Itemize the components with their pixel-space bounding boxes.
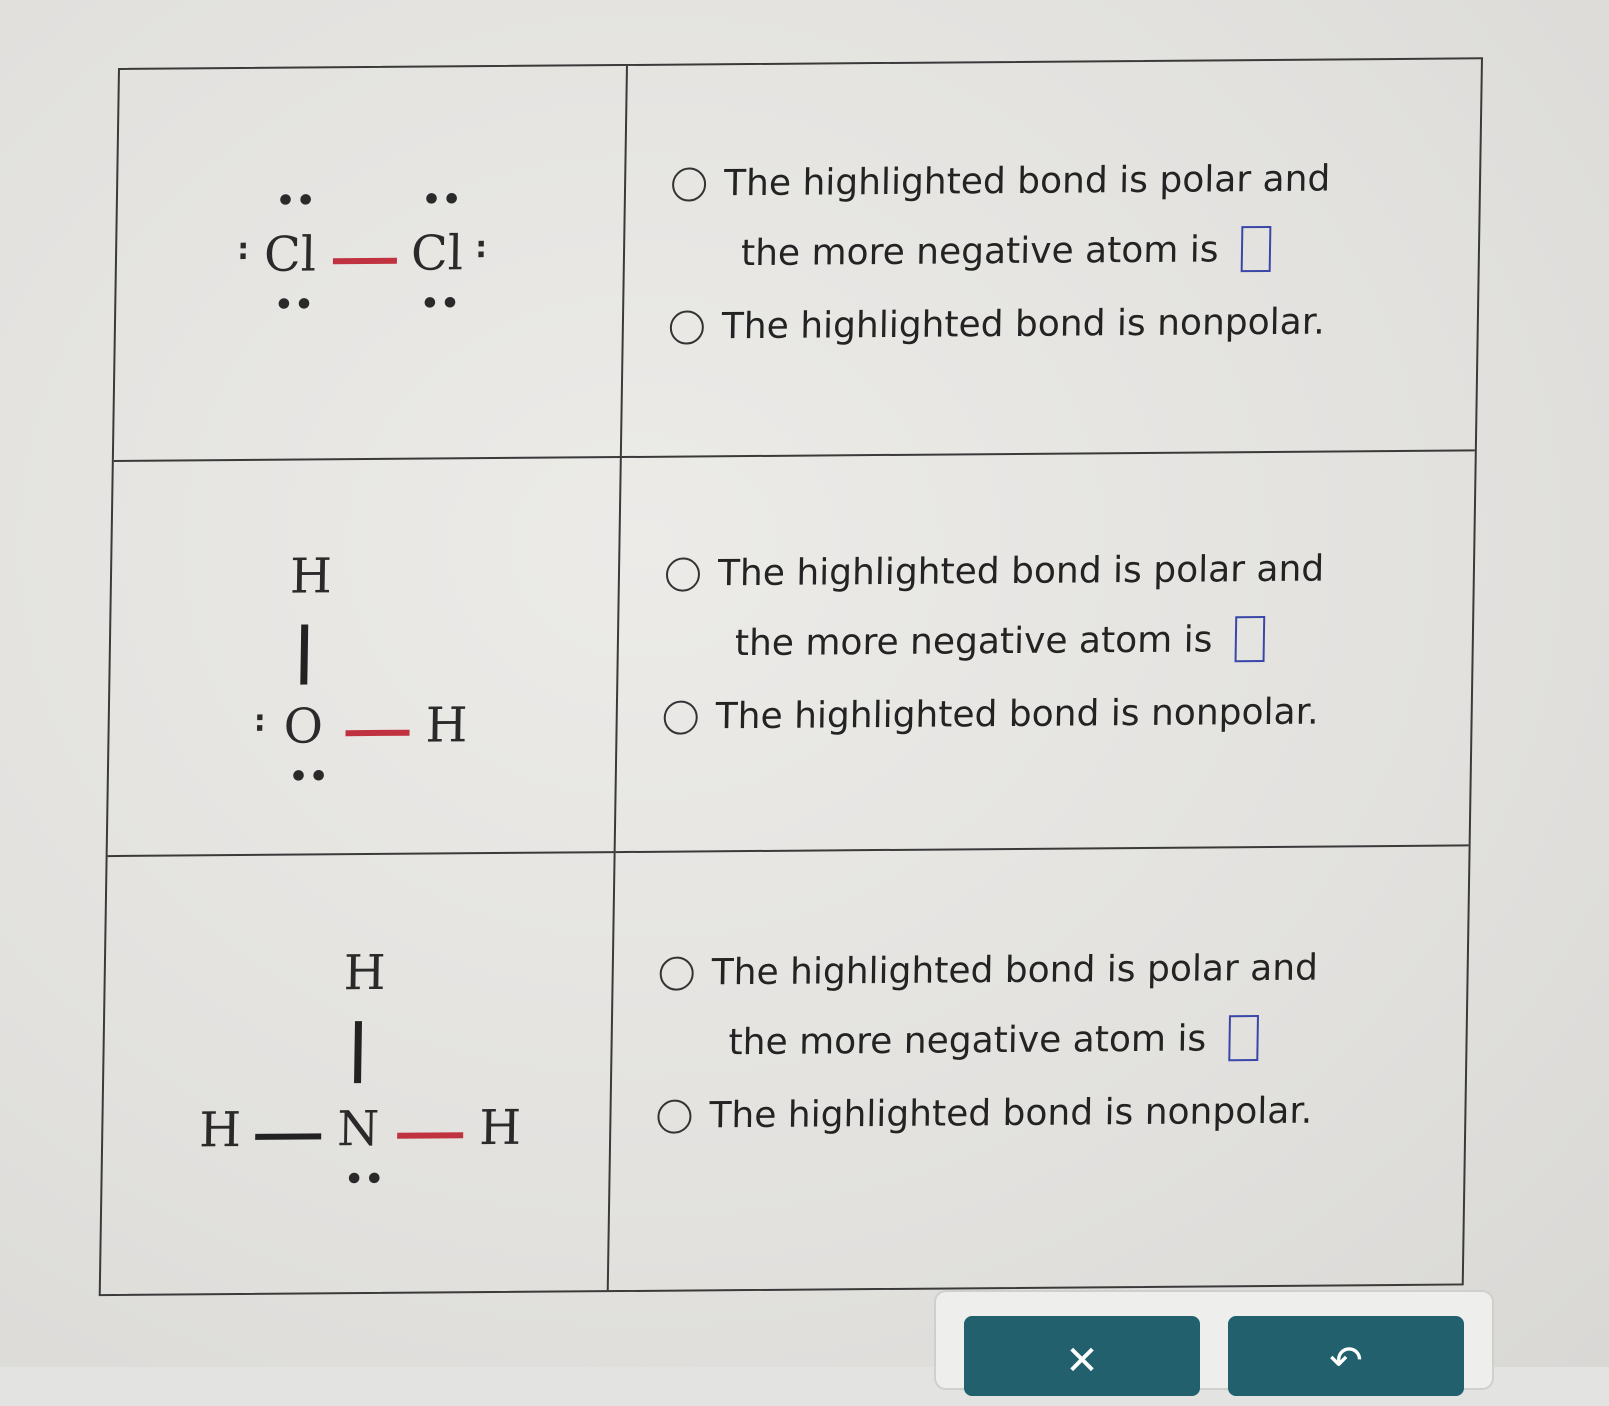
option-group-1 (670, 158, 1331, 347)
highlighted-bond (333, 258, 397, 265)
molecule-cell-h2o (108, 458, 622, 857)
option-polar[interactable] (672, 158, 1331, 204)
option-polar[interactable] (666, 549, 1325, 595)
options-cell-2 (616, 451, 1475, 853)
answer-input-box[interactable] (1234, 616, 1265, 662)
atom-o: O (283, 698, 324, 755)
option-polar-label: The highlighted bond is polar and (717, 548, 1325, 595)
question-table (99, 57, 1483, 1296)
lone-pair: : (474, 230, 489, 266)
option-nonpolar[interactable] (657, 1091, 1316, 1137)
option-nonpolar-label: The highlighted bond is nonpolar. (721, 301, 1326, 348)
option-polar-label-2: the more negative atom is (734, 618, 1213, 664)
answer-toolbar (934, 1290, 1494, 1390)
option-polar-line2 (741, 225, 1330, 276)
lone-pair: •• (421, 182, 463, 218)
molecule-cell-cl2 (114, 66, 628, 462)
molecule-cell-nh3 (101, 853, 616, 1294)
option-polar-label-2: the more negative atom is (728, 1017, 1207, 1063)
lone-pair: •• (275, 183, 317, 219)
options-cell-3 (609, 846, 1469, 1290)
lone-pair: •• (273, 287, 315, 323)
option-polar-line2 (728, 1015, 1317, 1066)
clear-button[interactable] (964, 1316, 1200, 1396)
answer-input-box[interactable] (1228, 1015, 1259, 1061)
atom-h-right: H (425, 697, 468, 754)
atom-h-top: H (343, 944, 387, 1002)
lone-pair: •• (288, 759, 330, 795)
option-group-3 (657, 948, 1318, 1137)
atom-h-top: H (289, 548, 333, 605)
option-polar[interactable] (659, 948, 1318, 994)
bond-n-h-vertical (354, 1021, 362, 1083)
option-polar-label: The highlighted bond is polar and (711, 947, 1319, 994)
highlighted-bond (345, 730, 409, 737)
atom-h-right: H (478, 1099, 522, 1157)
undo-icon: ↶ (1329, 1338, 1363, 1384)
option-nonpolar-label: The highlighted bond is nonpolar. (709, 1090, 1313, 1137)
undo-button[interactable] (1228, 1316, 1464, 1396)
highlighted-bond (397, 1132, 463, 1139)
lewis-structure-cl2 (114, 66, 626, 460)
lone-pair: : (253, 703, 267, 739)
answer-input-box[interactable] (1240, 226, 1271, 272)
option-polar-label-2: the more negative atom is (740, 228, 1219, 274)
option-polar-label: The highlighted bond is polar and (723, 158, 1331, 205)
option-nonpolar[interactable] (670, 301, 1329, 347)
radio-polar[interactable] (672, 167, 707, 201)
lone-pair: : (236, 231, 251, 268)
option-nonpolar-label: The highlighted bond is nonpolar. (715, 691, 1319, 738)
option-nonpolar[interactable] (663, 692, 1322, 738)
option-polar-line2 (735, 616, 1324, 667)
radio-nonpolar[interactable] (663, 700, 698, 734)
atom-n: N (336, 1100, 380, 1158)
lone-pair: •• (344, 1161, 386, 1198)
lewis-structure-h2o (108, 458, 620, 855)
lone-pair: •• (419, 286, 461, 322)
atom-h-left: H (198, 1102, 242, 1159)
option-group-2 (663, 549, 1324, 738)
radio-nonpolar[interactable] (670, 310, 705, 344)
x-icon: ✕ (1065, 1338, 1099, 1384)
radio-polar[interactable] (659, 956, 694, 990)
radio-nonpolar[interactable] (657, 1099, 692, 1133)
bond-n-h-left (255, 1133, 321, 1140)
atom-cl-left: Cl (263, 226, 317, 283)
radio-polar[interactable] (666, 557, 701, 591)
bond-o-h-vertical (300, 625, 308, 685)
atom-cl-right: Cl (410, 225, 464, 282)
options-cell-1 (622, 59, 1481, 458)
lewis-structure-nh3 (101, 853, 614, 1294)
